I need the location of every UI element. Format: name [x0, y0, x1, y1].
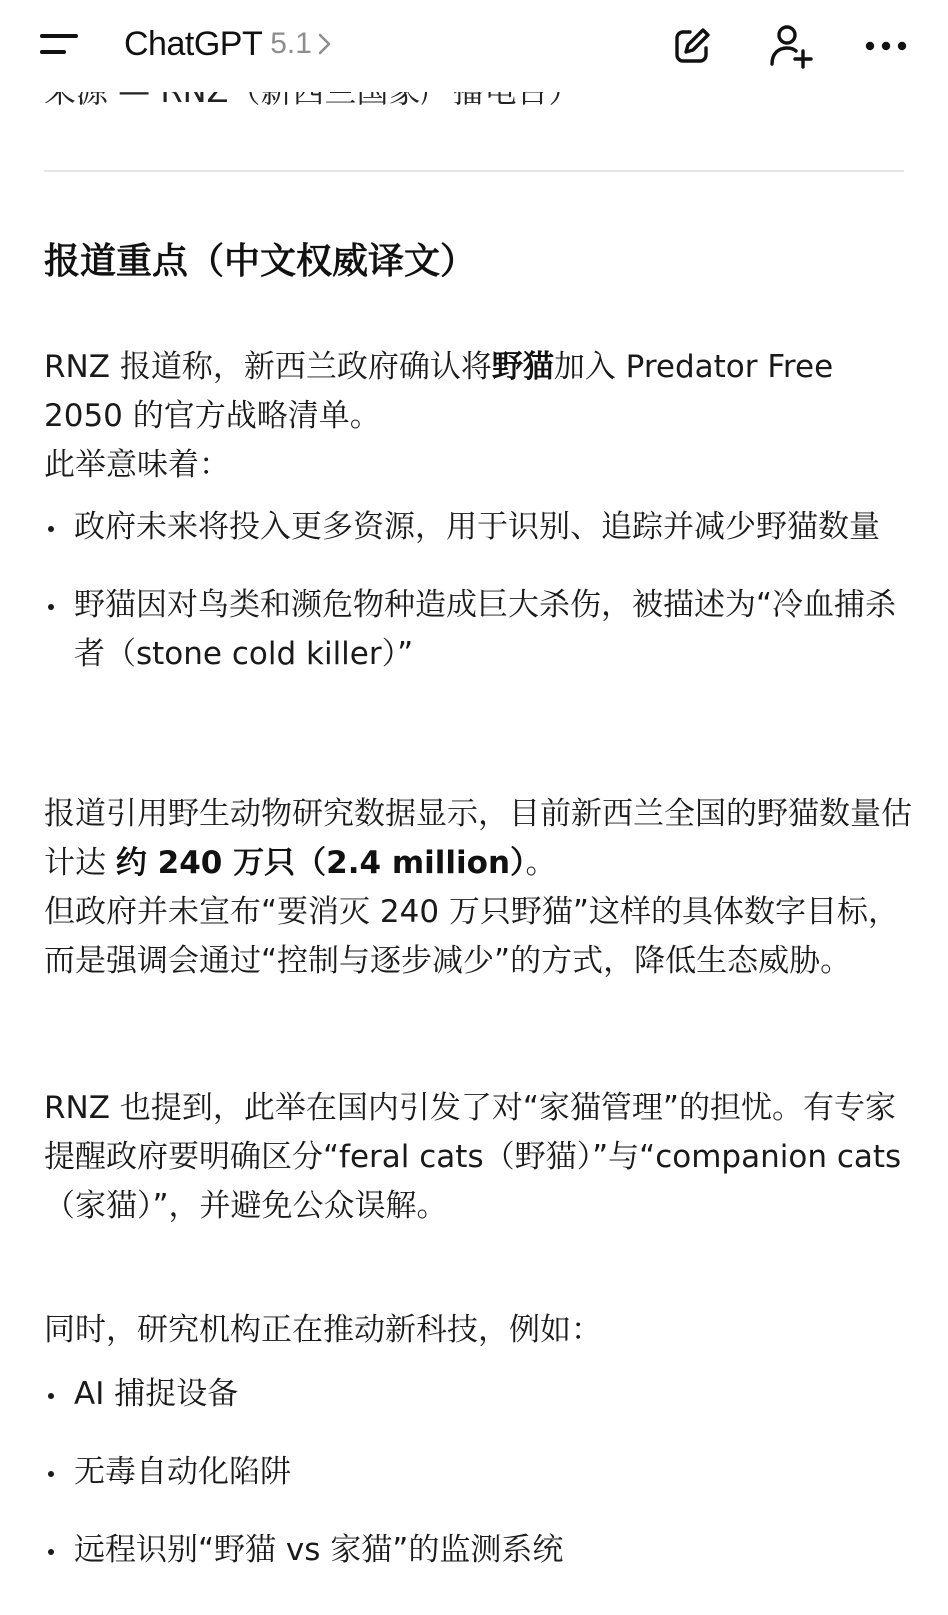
- menu-icon[interactable]: [40, 26, 86, 66]
- list-item: 野猫因对鸟类和濒危物种造成巨大杀伤，被描述为“冷血捕杀者（stone cold killer）”: [44, 581, 914, 679]
- paragraph-text: 但政府并未宣布“要消灭 240 万只野猫”这样的具体数字目标，而是强调会通过“控制与逐步减少”的方式，降低生态威胁。: [44, 894, 899, 979]
- model-selector[interactable]: [124, 22, 336, 66]
- menu-line: [40, 50, 66, 54]
- section-heading: 报道重点（中文权威译文）: [44, 241, 477, 282]
- paragraph-population-data: [44, 790, 914, 986]
- app-title: ChatGPT: [124, 24, 263, 63]
- model-version: 5.1: [270, 27, 312, 60]
- bullet-list-implications: [44, 503, 914, 679]
- more-dots-icon: [864, 40, 908, 52]
- new-chat-icon[interactable]: [664, 18, 720, 74]
- menu-line: [40, 34, 78, 38]
- list-item: 远程识别“野猫 vs 家猫”的监测系统: [44, 1526, 914, 1575]
- paragraph-pet-concerns: RNZ 也提到，此举在国内引发了对“家猫管理”的担忧。有专家提醒政府要明确区分“feral cats（野猫）”与“companion cats（家猫）”，并避免公众误解。: [44, 1090, 902, 1224]
- paragraph-new-tech: 同时，研究机构正在推动新科技，例如：: [44, 1312, 602, 1348]
- bullet-list-technologies: [44, 1370, 914, 1575]
- list-item: AI 捕捉设备: [44, 1370, 914, 1419]
- paragraph-report-summary: [44, 343, 914, 490]
- paragraph-text: RNZ 报道称，新西兰政府确认将: [44, 349, 492, 385]
- section-divider: [44, 170, 904, 172]
- bold-text: 约 240 万只（2.4 million）: [115, 845, 526, 881]
- bold-text: 野猫: [491, 349, 554, 385]
- person-plus-icon: [767, 22, 813, 70]
- list-item: 政府未来将投入更多资源，用于识别、追踪并减少野猫数量: [44, 503, 914, 552]
- paragraph-text: 此举意味着：: [44, 447, 230, 483]
- top-bar: [0, 0, 948, 92]
- paragraph-text: 加入 Predator Free 2050 的官方战略清单。: [44, 349, 834, 434]
- paragraph-text: 。: [525, 845, 557, 881]
- chevron-right-icon: [314, 29, 336, 59]
- edit-icon: [670, 24, 714, 68]
- paragraph-text: 报道引用野生动物研究数据显示，目前新西兰全国的野猫数量估计达: [44, 796, 912, 881]
- more-icon[interactable]: [858, 18, 914, 74]
- list-item: 无毒自动化陷阱: [44, 1448, 914, 1497]
- add-user-icon[interactable]: [762, 18, 818, 74]
